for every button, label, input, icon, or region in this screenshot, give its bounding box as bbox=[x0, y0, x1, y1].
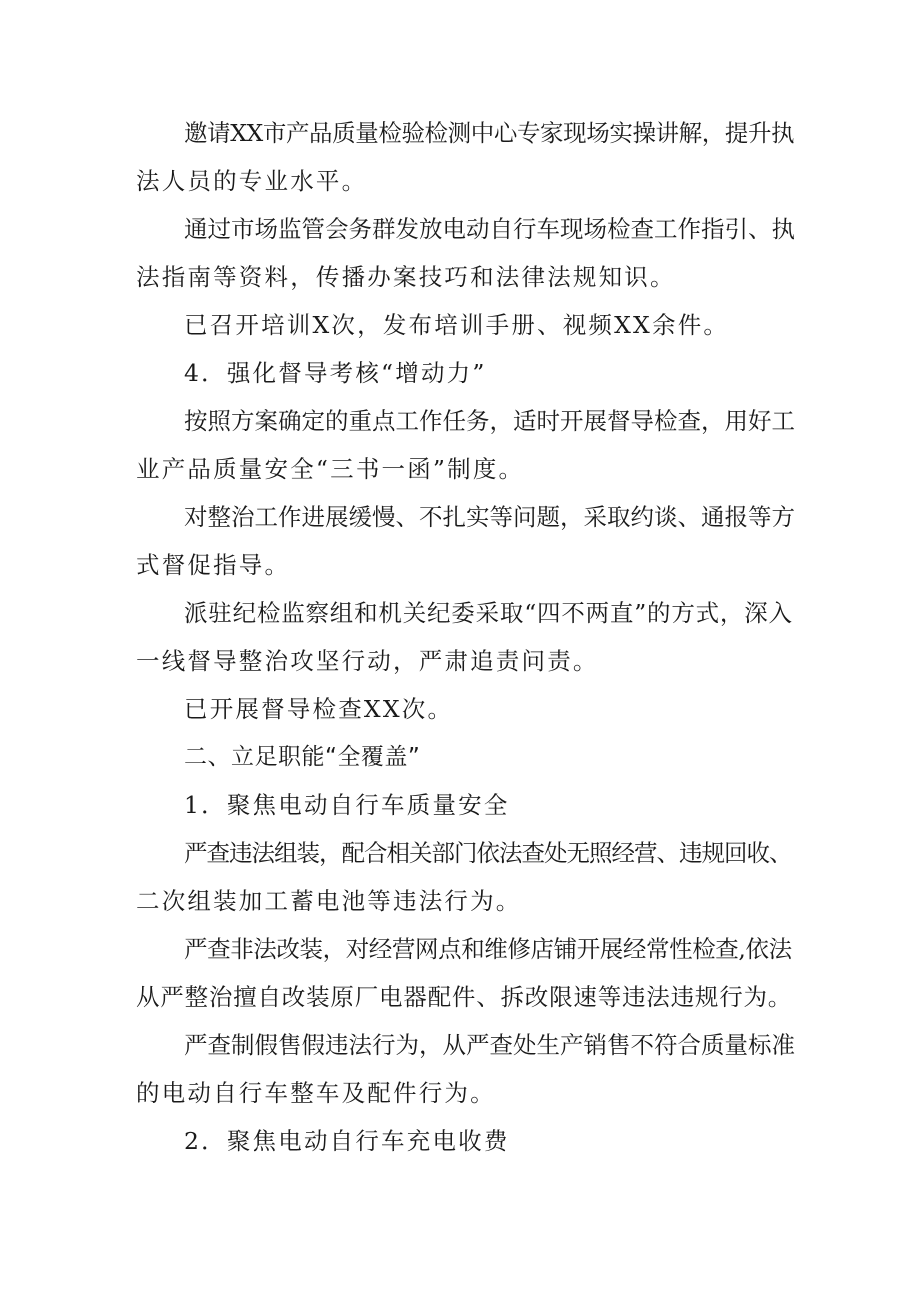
paragraph-line: 通过市场监管会务群发放电动自行车现场检查工作指引、执 bbox=[184, 215, 795, 243]
paragraph-line: 邀请XX市产品质量检验检测中心专家现场实操讲解，提升执 bbox=[184, 119, 795, 147]
paragraph-line: 派驻纪检监察组和机关纪委采取“四不两直”的方式，深入 bbox=[184, 599, 793, 627]
paragraph-line: 式督促指导。 bbox=[136, 551, 291, 579]
paragraph-line: 按照方案确定的重点工作任务，适时开展督导检查，用好工 bbox=[184, 407, 795, 435]
paragraph-line: 一线督导整治攻坚行动，严肃追责问责。 bbox=[136, 647, 599, 675]
paragraph-line: 对整治工作进展缓慢、不扎实等问题，采取约谈、通报等方 bbox=[184, 503, 795, 531]
section-heading: 2．聚焦电动自行车充电收费 bbox=[184, 1127, 510, 1155]
paragraph-line: 严查制假售假违法行为，从严查处生产销售不符合质量标准 bbox=[184, 1031, 795, 1059]
paragraph-line: 法人员的专业水平。 bbox=[136, 167, 368, 195]
section-heading: 1．聚焦电动自行车质量安全 bbox=[184, 791, 510, 819]
chapter-heading: 二、立足职能“全覆盖” bbox=[184, 744, 421, 770]
paragraph-line: 已召开培训X次，发布培训手册、视频XX余件。 bbox=[184, 311, 730, 339]
paragraph-line: 严查非法改装，对经营网点和维修店铺开展经常性检查,依法 bbox=[184, 935, 792, 963]
paragraph-line: 的电动自行车整车及配件行为。 bbox=[136, 1079, 496, 1107]
paragraph-line: 严查违法组装，配合相关部门依法查处无照经营、违规回收、 bbox=[184, 839, 792, 867]
section-heading: 4．强化督导考核“增动力” bbox=[184, 359, 487, 387]
paragraph-line: 法指南等资料，传播办案技巧和法律法规知识。 bbox=[136, 263, 676, 291]
paragraph-line: 已开展督导检查XX次。 bbox=[184, 695, 454, 723]
paragraph-line: 业产品质量安全“三书一函”制度。 bbox=[136, 455, 525, 483]
paragraph-line: 二次组装加工蓄电池等违法行为。 bbox=[136, 887, 522, 915]
paragraph-line: 从严整治擅自改装原厂电器配件、拆改限速等违法违规行为。 bbox=[136, 983, 793, 1011]
